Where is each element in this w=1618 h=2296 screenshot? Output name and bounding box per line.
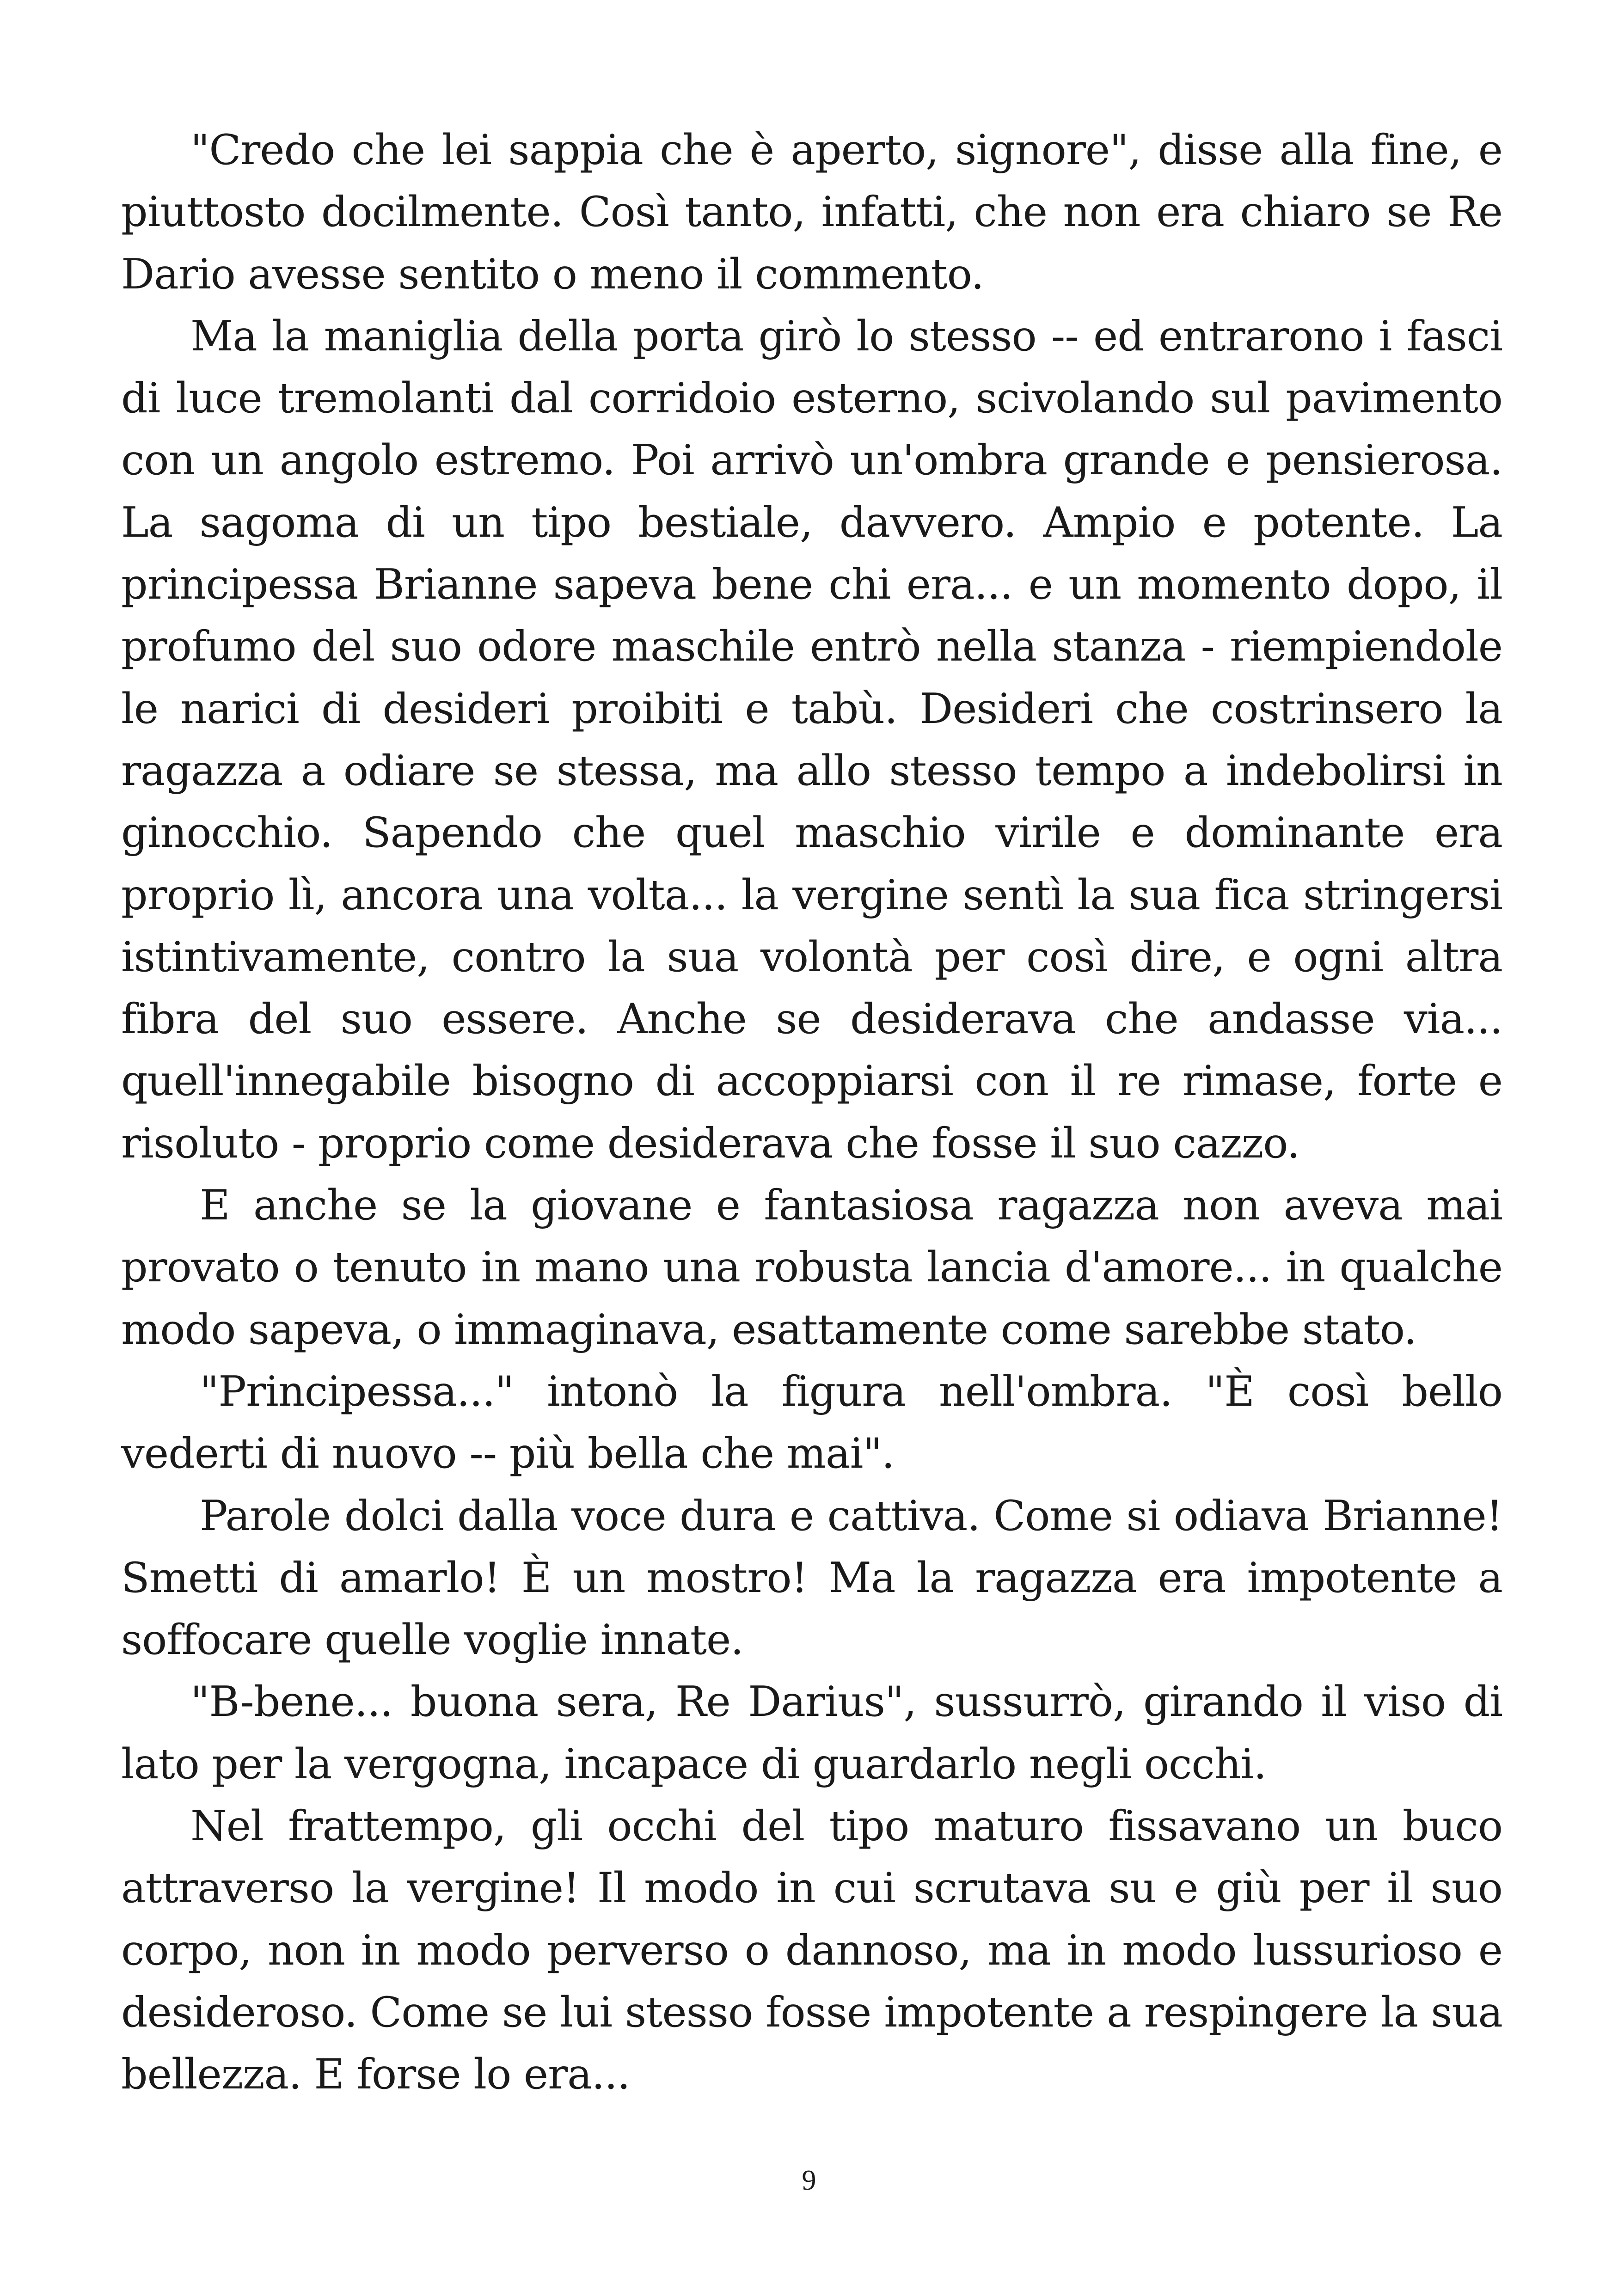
paragraph: "Principessa..." intonò la figura nell'ombra. "È così bello vederti di nuovo -- più bella che mai". [121,1367,1502,1478]
paragraph: Parole dolci dalla voce dura e cattiva. Come si odiava Brianne! Smetti di amarlo! È un mostro! Ma la ragazza era impotente a soffocare quelle voglie innate. [121,1491,1502,1665]
paragraph: Nel frattempo, gli occhi del tipo maturo fissavano un buco attraverso la vergine! Il modo in cui scrutava su e giù per il suo corpo, non in modo perverso o dannoso, ma in modo lussurioso e desideroso. Come se lui stesso fosse impotente a respingere la sua bellezza. E forse lo era... [121,1802,1502,2099]
paragraph: E anche se la giovane e fantasiosa ragazza non aveva mai provato o tenuto in mano una robusta lancia d'amore... in qualche modo sapeva, o immaginava, esattamente come sarebbe stato. [121,1181,1502,1354]
page-number: 9 [802,2165,816,2196]
paragraph: Ma la maniglia della porta girò lo stesso -- ed entrarono i fasci di luce tremolanti dal corridoio esterno, scivolando sul pavimento con un angolo estremo. Poi arrivò un'ombra grande e pensierosa. La sagoma di un tipo bestiale, davvero. Ampio e potente. La principessa Brianne sapeva bene chi era... e un momento dopo, il profumo del suo odore maschile entrò nella stanza - riempiendole le narici di desideri proibiti e tabù. Desideri che costrinsero la ragazza a odiare se stessa, ma allo stesso tempo a indebolirsi in ginocchio. Sapendo che quel maschio virile e dominante era proprio lì, ancora una volta... la vergine sentì la sua fica stringersi istintivamente, contro la sua volontà per così dire, e ogni altra fibra del suo essere. Anche se desiderava che andasse via... quell'innegabile bisogno di accoppiarsi con il re rimase, forte e risoluto - proprio come desiderava che fosse il suo cazzo. [121,312,1502,1168]
body-text [121,119,1502,2106]
paragraph: "B-bene... buona sera, Re Darius", sussurrò, girando il viso di lato per la vergogna, incapace di guardarlo negli occhi. [121,1678,1502,1788]
paragraph: "Credo che lei sappia che è aperto, signore", disse alla fine, e piuttosto docilmente. Così tanto, infatti, che non era chiaro se Re Dario avesse sentito o meno il commento. [121,126,1502,299]
